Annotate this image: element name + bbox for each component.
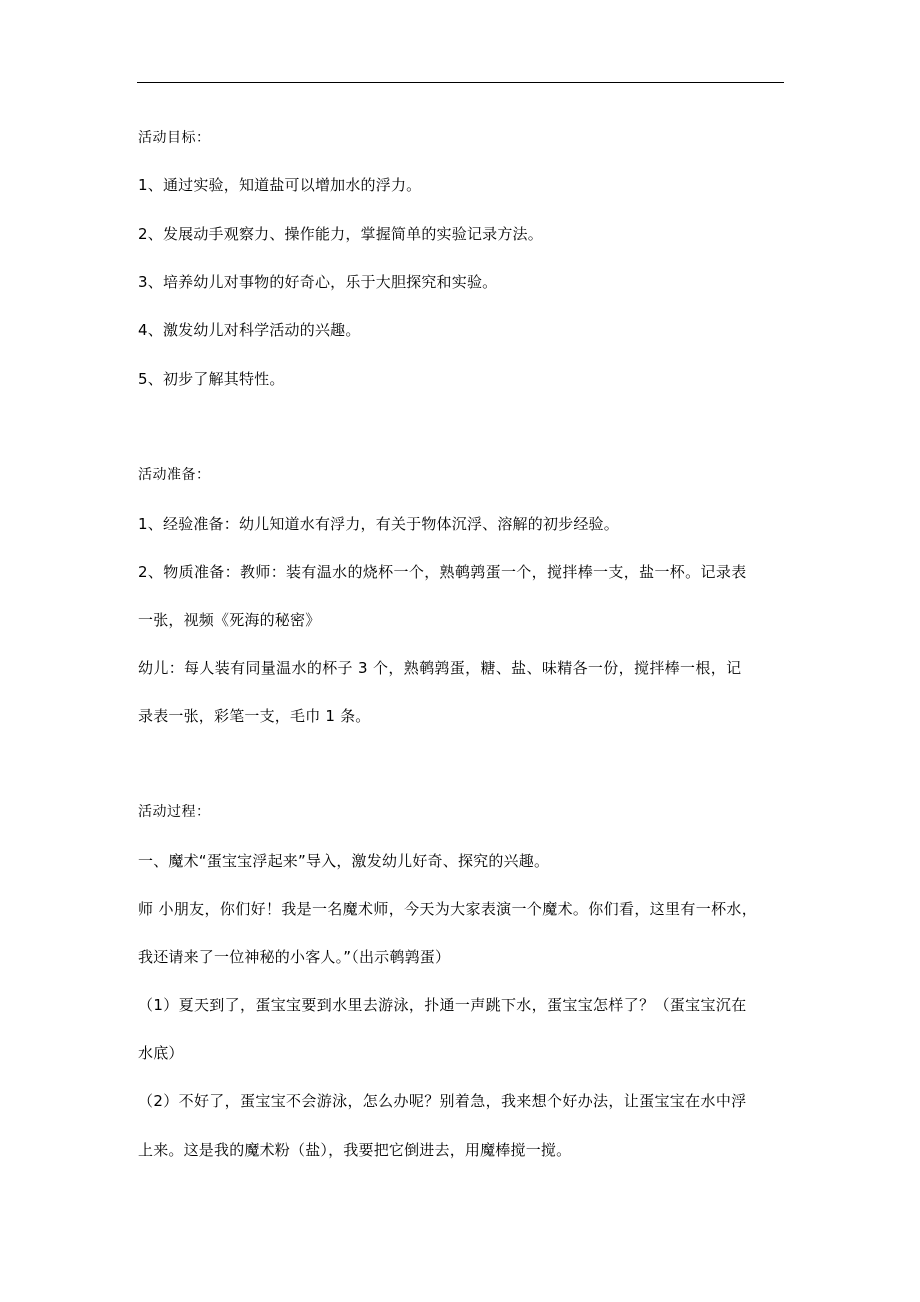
header-rule: [137, 82, 784, 83]
sub-step-2-line-2: 上来。这是我的魔术粉（盐），我要把它倒进去，用魔棒搅一搅。: [138, 1141, 572, 1159]
preparation-children-line-2: 录表一张，彩笔一支，毛巾 1 条。: [138, 707, 371, 725]
sub-step-1-line-1: （1）夏天到了，蛋宝宝要到水里去游泳，扑通一声跳下水，蛋宝宝怎样了？（蛋宝宝沉在: [138, 996, 747, 1014]
goals-heading: 活动目标：: [138, 130, 211, 146]
preparation-item-1: 1、经验准备：幼儿知道水有浮力，有关于物体沉浮、溶解的初步经验。: [138, 515, 619, 533]
goal-item-2: 2、发展动手观察力、操作能力，掌握简单的实验记录方法。: [138, 225, 543, 243]
goal-item-5: 5、初步了解其特性。: [138, 370, 285, 388]
goal-item-4: 4、激发幼儿对科学活动的兴趣。: [138, 321, 361, 339]
teacher-line-1: 师 小朋友，你们好！我是一名魔术师，今天为大家表演一个魔术。你们看，这里有一杯水，: [138, 900, 758, 918]
process-heading: 活动过程：: [138, 804, 211, 820]
process-step-1: 一、魔术“蛋宝宝浮起来”导入，激发幼儿好奇、探究的兴趣。: [138, 852, 550, 870]
teacher-line-2: 我还请来了一位神秘的小客人。”（出示鹌鹑蛋）: [138, 948, 451, 966]
preparation-heading: 活动准备：: [138, 467, 211, 483]
goal-item-3: 3、培养幼儿对事物的好奇心，乐于大胆探究和实验。: [138, 273, 498, 291]
preparation-item-2-line-2: 一张，视频《死海的秘密》: [138, 611, 321, 629]
preparation-children-line-1: 幼儿：每人装有同量温水的杯子 3 个，熟鹌鹑蛋，糖、盐、味精各一份，搅拌棒一根，记: [138, 659, 742, 677]
sub-step-2-line-1: （2）不好了，蛋宝宝不会游泳，怎么办呢？别着急，我来想个好办法，让蛋宝宝在水中浮: [138, 1092, 747, 1110]
goal-item-1: 1、通过实验，知道盐可以增加水的浮力。: [138, 176, 422, 194]
preparation-item-2-line-1: 2、物质准备：教师：装有温水的烧杯一个，熟鹌鹑蛋一个，搅拌棒一支，盐一杯。记录表: [138, 563, 747, 581]
sub-step-1-line-2: 水底）: [138, 1044, 184, 1062]
